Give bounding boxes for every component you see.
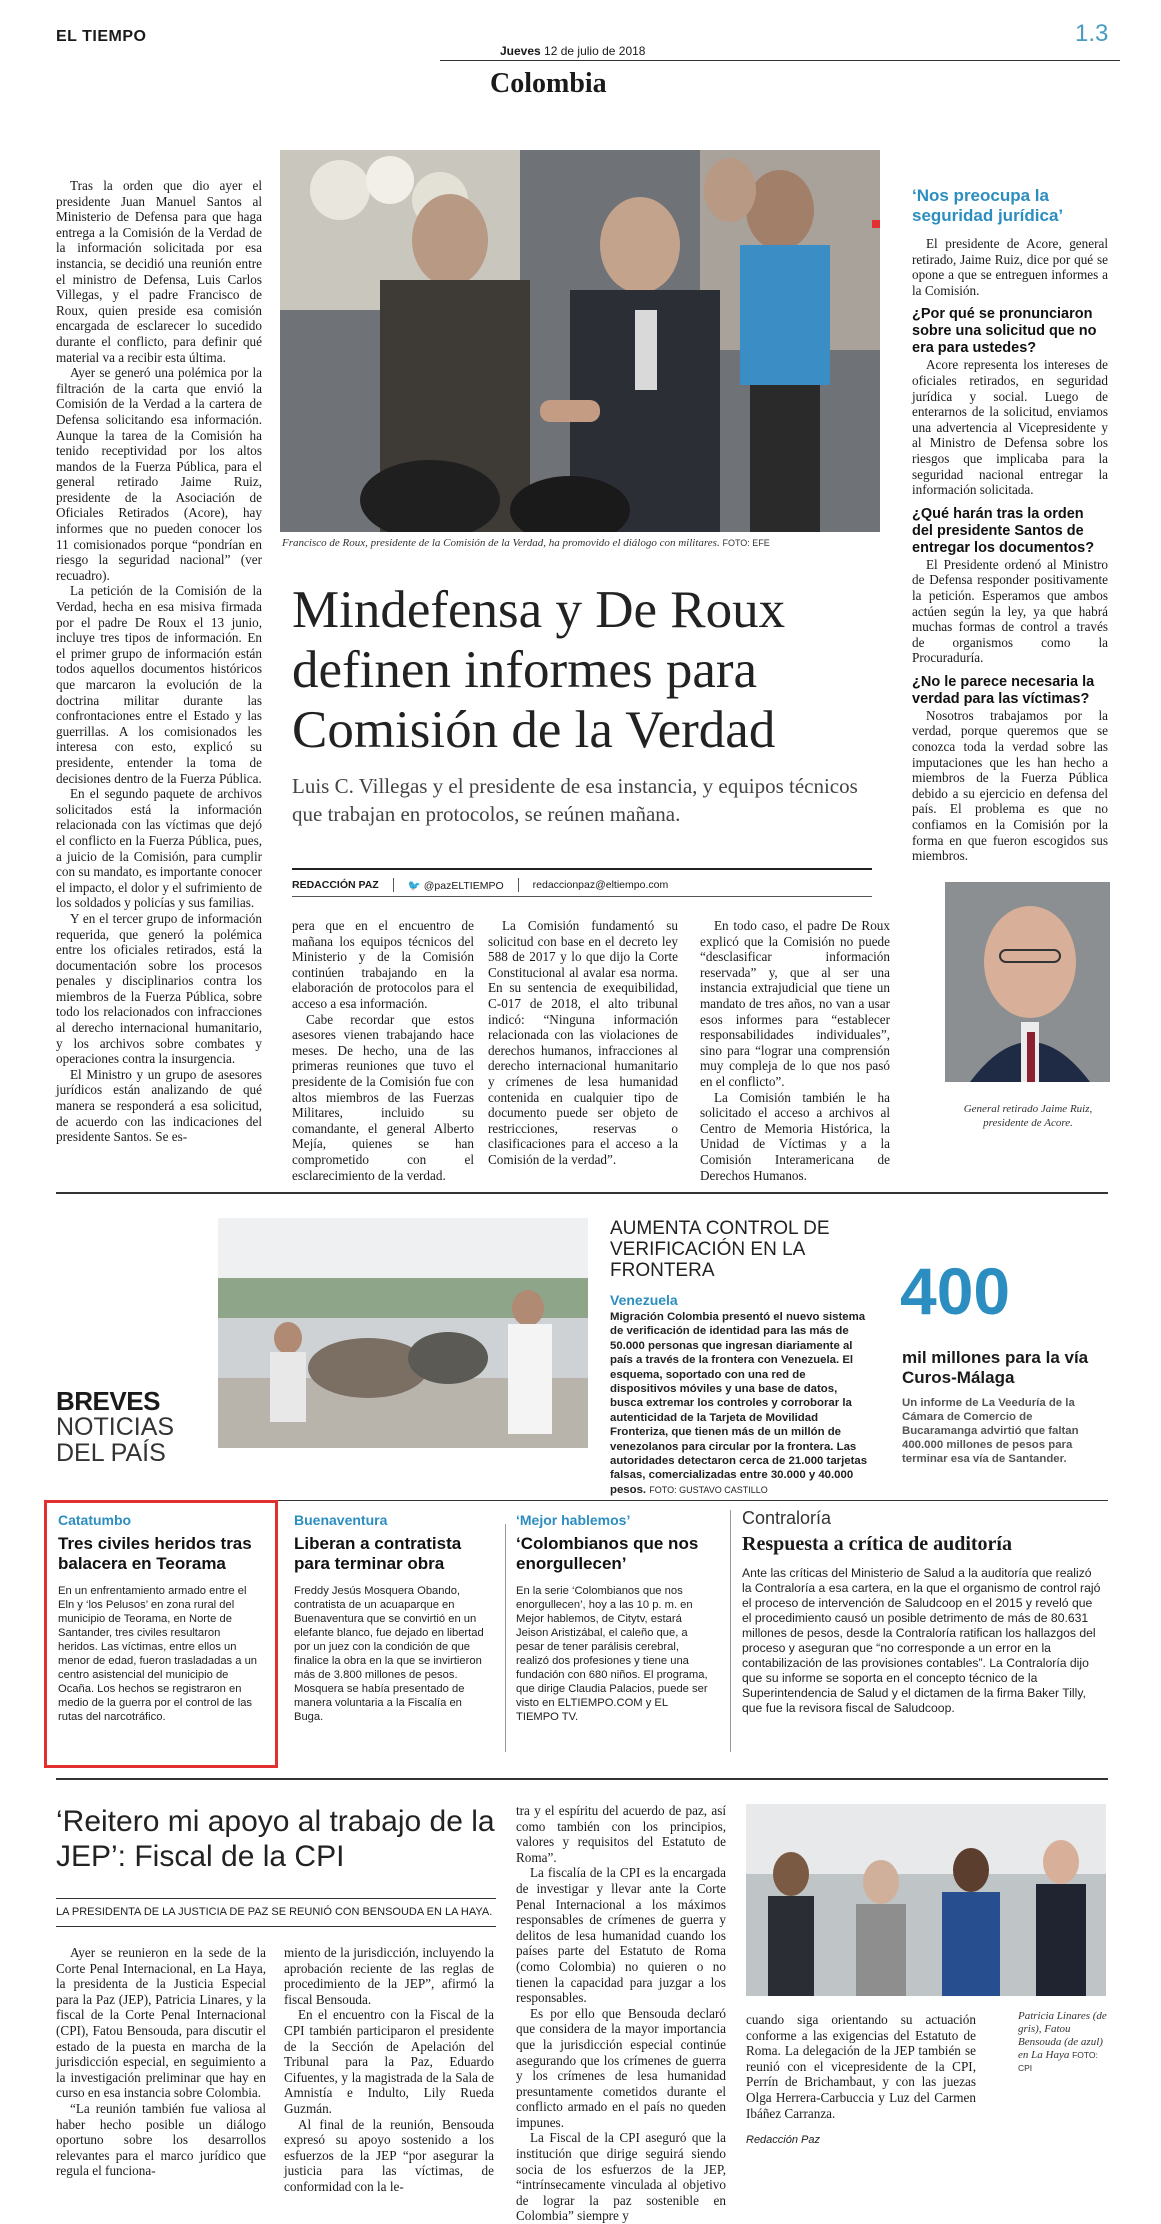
section-title: Colombia: [490, 68, 607, 99]
section-divider: [56, 1192, 1108, 1194]
paragraph: Cabe recordar que estos asesores vienen trabajando hace meses. De hecho, una de las primeras reuniones que tuvo el presidente de la Comisión fue con altos miembros de las Fuerzas Militares, incluido su comandante, el general Alberto Mejía, quienes se han comprometido con el esclarecimiento de la verdad.: [292, 1011, 474, 1183]
cpi-rule: [56, 1898, 496, 1899]
twitter-icon: 🐦: [407, 879, 421, 892]
twitter-handle[interactable]: 🐦 @pazELTIEMPO: [407, 879, 504, 892]
cpi-byline: Redacción Paz: [746, 2134, 820, 2147]
question: ¿Por qué se pronunciaron sobre una solicitud que no era para ustedes?: [912, 306, 1097, 357]
cpi-column-4: [746, 2012, 976, 2149]
red-marker: [872, 220, 880, 228]
answer: El Presidente ordenó al Ministro de Defensa responder positivamente la petición. Esperamos que ambos actúen según la ley, ya que habrá muchas formas de control a través de organismos como la Procuraduría.: [912, 556, 1108, 666]
divider: [393, 878, 394, 892]
cpi-headline: ‘Reitero mi apoyo al trabajo de la JEP’: Fiscal de la CPI: [56, 1805, 495, 1873]
border-photo-illustration: [218, 1218, 588, 1448]
paragraph: Ayer se generó una polémica por la filtración de la carta que envió la Comisión de la Verdad a la cartera de Defensa solicitando esa información. Aunque la tarea de la Comisión ha tenido receptividad por los altos mandos de la Fuerza Pública, para el general retirado Jaime Ruiz, presidente de la Asociación de Oficiales Retirados (Acore), hay informes que no pueden conocer los 11 comisionados porque “pondrían en riesgo la seguridad nacional” (ver recuadro).: [56, 365, 262, 583]
header-rule: [440, 60, 1120, 61]
answer: Nosotros trabajamos por la verdad, porque queremos que se conozca toda la verdad sobre las imputaciones que les han hecho a miembros de la Fuerza Pública debido a su ejercicio en defensa del país. El problema es que no confiamos en la Comisión por la forma en que fueron escogidos sus miembros.: [912, 707, 1108, 864]
cpi-column-3: [516, 1803, 726, 2224]
byline-author: REDACCIÓN PAZ: [292, 879, 379, 891]
cpi-column-1: [56, 1945, 266, 2179]
lead-byline: [292, 868, 872, 897]
cpi-photo-caption: Patricia Linares (de gris), Fatou Bensouda (de azul) en La Haya FOTO: CPI: [1018, 2010, 1107, 2073]
sidebar-intro: El presidente de Acore, general retirado, Jaime Ruiz, dice por qué se opone a que se entreguen informes a la Comisión.: [912, 236, 1108, 298]
cpi-deck: LA PRESIDENTA DE LA JUSTICIA DE PAZ SE REUNIÓ CON BENSOUDA EN LA HAYA.: [56, 1906, 493, 1918]
lead-column-1: [56, 178, 262, 1145]
paragraph: La Comisión también le ha solicitado el acceso a archivos al Centro de Memoria Histórica, la Unidad de Víctimas y a la Comisión Interamericana de Derechos Humanos.: [700, 1089, 890, 1183]
paragraph: En el segundo paquete de archivos solicitados está la información relacionada con las víctimas que dejó el conflicto en la Fuerza Pública, pues, a juicio de la Comisión, para cumplir con su mandato, es importante conocer el impacto, el dolor y el sufrimiento de los soldados y policías y sus familias.: [56, 786, 262, 911]
cpi-photo: [746, 1804, 1106, 1996]
lead-headline: Mindefensa y De Roux definen informes para Comisión de la Verdad: [292, 581, 786, 759]
cpi-rule: [56, 1926, 496, 1927]
section-divider: [56, 1778, 1108, 1780]
paragraph: En el encuentro con la Fiscal de la CPI también participaron el presidente de la Sección de Apelación del Tribunal para la Paz, Eduardo Cifuentes, y la magistrada de la Sala de Amnistía e Indulto, Lily Rueda Guzmán.: [284, 2007, 494, 2116]
paragraph: Ayer se reunieron en la sede de la Corte Penal Internacional, en La Haya, la presidenta de la Justicia Especial para la Paz (JEP), Patricia Linares, y la fiscal de la Corte Penal Internacional (CPI), Fatou Bensouda, para discutir el estado de la puesta en marcha de la jurisdicción especial, en seguimiento a la investigación preliminar que hay en curso en esa instancia sobre Colombia.: [56, 1945, 266, 2101]
cpi-column-2: [284, 1945, 494, 2195]
brief-catatumbo: Catatumbo Tres civiles heridos tras balacera en Teorama En un enfrentamiento armado entre el Eln y ‘los Pelusos’ en zona rural del municipio de Teorama, en Norte de Santander, tres civiles resultaron heridos. Las víctimas, entre ellos un menor de edad, fueron trasladadas a un centro asistencial del municipio de Ocaña. Los hechos se registraron en medio de la guerra por el control de las rutas del narcotráfico.: [58, 1512, 258, 1723]
stat-text: Un informe de La Veeduría de la Cámara de Comercio de Bucaramanga advirtió que faltan 400.000 millones de pesos para terminar esa vía de Santander.: [902, 1397, 1079, 1465]
paragraph: “La reunión también fue valiosa al haber hecho posible un diálogo oportuno sobre los desarrollos relevantes para el marco jurídico que regula el funciona-: [56, 2100, 266, 2179]
divider: [505, 1524, 506, 1752]
lead-column-2: [292, 918, 474, 1183]
question: ¿No le parece necesaria la verdad para las víctimas?: [912, 673, 1095, 707]
lead-photo: [280, 150, 880, 532]
sidebar-title: ‘Nos preocupa la seguridad jurídica’: [912, 186, 1064, 225]
border-text: Migración Colombia presentó el nuevo sistema de verificación de identidad para las más de 50.000 personas que ingresan diariamente al país a través de la frontera con Venezuela. El esquema, soportado con una red de dispositivos móviles y una base de datos, busca extremar los controles y corroborar la autenticidad de la Tarjeta de Movilidad Fronteriza, que tienen más de un millón de venezolanos para circular por la frontera. Las autoridades detectaron cerca de 21.000 tarjetas falsas, comercializadas entre 30.000 y 40.000 pesos. FOTO: GUSTAVO CASTILLO: [610, 1311, 868, 1496]
paragraph: La fiscalía de la CPI es la encargada de investigar y llevar ante la Corte Penal Internacional a los máximos responsables de crímenes de guerra y delitos de lesa humanidad cuando los países parte del Estatuto de Roma (como Colombia) no quieren o no tienen la capacidad para juzgar a los responsables.: [516, 1865, 726, 2006]
brief-mejor-hablemos: ‘Mejor hablemos’ ‘Colombianos que nos enorgullecen’ En la serie ‘Colombianos que nos enorgullecen’, hoy a las 10 p. m. en Mejor hablemos, de Citytv, estará Jeison Aristizábal, el caleño que, a pesar de tener parálisis cerebral, realizó dos profesiones y tiene una fundación con 680 niños. El programa, que dirige Claudia Palacios, puede ser visto en ELTIEMPO.COM y EL TIEMPO TV.: [516, 1512, 708, 1723]
paragraph: miento de la jurisdicción, incluyendo la aprobación reciente de las reglas de procedimiento de la JEP”, afirmó la fiscal Bensouda.: [284, 1945, 494, 2007]
paragraph: Tras la orden que dio ayer el presidente Juan Manuel Santos al Ministerio de Defensa para que haga entrega a la Comisión de la Verdad de la información solicitada por esa instancia, se decidió una reunión entre el ministro de Defensa, Luis Carlos Villegas, y el padre Francisco de Roux, quien preside esa comisión encargada de esclarecer lo sucedido durante el conflicto, para definir qué material va a recibir esta última.: [56, 178, 262, 365]
border-photo: [218, 1218, 588, 1448]
stat-number: 400: [900, 1254, 1011, 1328]
divider: [730, 1510, 731, 1752]
byline-email[interactable]: redaccionpaz@eltiempo.com: [532, 879, 669, 891]
portrait-illustration: [945, 882, 1110, 1082]
question: ¿Qué harán tras la orden del presidente Santos de entregar los documentos?: [912, 505, 1095, 556]
paragraph: pera que en el encuentro de mañana los equipos técnicos del Ministerio y de la Comisión continúen trabajando en la elaboración de protocolos para el acceso a esa información.: [292, 918, 474, 1011]
paragraph: Es por ello que Bensouda declaró que considera de la mayor importancia que la jurisdicción especial continúe asegurando que los crímenes de guerra y los crímenes de lesa humanidad presuntamente cometidos durante el conflicto armado en el país no queden impunes.: [516, 2005, 726, 2130]
cpi-photo-illustration: [746, 1804, 1106, 1996]
breves-label: BREVES NOTICIAS DEL PAÍS: [56, 1386, 175, 1467]
masthead: EL TIEMPO: [56, 28, 147, 45]
brief-buenaventura: Buenaventura Liberan a contratista para terminar obra Freddy Jesús Mosquera Obando, contratista de un acuaparque en Buenaventura que se convirtió en un elefante blanco, fue dejado en libertad por un juez con la condición de que finalice la obra en la que se invirtieron más de 3.800 millones de pesos. Mosquera se había presentado de manera voluntaria a la Fiscalía en Buga.: [294, 1512, 484, 1723]
paragraph: El Ministro y un grupo de asesores jurídicos están analizando de qué manera se responderá a esa solicitud, de acuerdo con las indicaciones del presidente Santos. Se es-: [56, 1066, 262, 1145]
portrait-caption: General retirado Jaime Ruiz, presidente de Acore.: [963, 1103, 1093, 1129]
border-kicker: Venezuela: [610, 1292, 678, 1308]
lead-column-3: [488, 918, 678, 1168]
border-headline: AUMENTA CONTROL DE VERIFICACIÓN EN LA FRONTERA: [610, 1218, 830, 1281]
paragraph: Y en el tercer grupo de información requerida, que generó la polémica entre los oficiales retirados, está la documentación sobre los procesos penales y disciplinarios contra los miembros de la Fuerza Pública, sobre todo los relacionados con infracciones al derecho internacional humanitario, y los archivos sobre combates y operaciones contra la insurgencia.: [56, 910, 262, 1067]
paragraph: La Fiscal de la CPI aseguró que la institución que dirige seguirá siendo socia de los esfuerzos de la JEP, “intrínsecamente vinculada al objetivo de lograr la paz sostenible en Colombia” siempre y: [516, 2130, 726, 2224]
page-number: 1.3: [1075, 20, 1109, 47]
paragraph: tra y el espíritu del acuerdo de paz, así como también con los principios, valores y requisitos del Estatuto de Roma”.: [516, 1803, 726, 1865]
lead-column-4: [700, 918, 890, 1183]
sidebar-interview: [912, 186, 1108, 864]
paragraph: cuando siga orientando su actuación conforme a las exigencias del Estatuto de Roma. La delegación de la JEP también se reunió con el vicepresidente de la CPI, Perrín de Brichambaut, y con las juezas Olga Herrera-Carbuccia y Luz del Carmen Ibáñez Carranza.: [746, 2012, 976, 2121]
lead-photo-illustration: [280, 150, 880, 532]
lead-photo-caption: Francisco de Roux, presidente de la Comisión de la Verdad, ha promovido el diálogo con militares. FOTO: EFE: [282, 537, 770, 549]
paragraph: En todo caso, el padre De Roux explicó que la Comisión no puede “desclasificar información reservada” y, que al ser una instancia extrajudicial que tiene un mandato de tres años, no van a usar esos informes para “establecer responsabilidades individuales”, sino para “lograr una comprensión muy compleja de lo que nos pasó en el conflicto”.: [700, 918, 890, 1089]
divider: [518, 878, 519, 892]
paragraph: La petición de la Comisión de la Verdad, hecha en esa misiva firmada por el padre De Roux el 13 junio, incluye tres tipos de información. En el primer grupo de información están todos aquellos documentos históricos que marcaron la evolución de la doctrina militar durante las confrontaciones entre el Estado y las guerrillas. A los comisionados les interesa con esto, explicó su presidente, entender la toma de decisiones dentro de la Fuerza Pública.: [56, 583, 262, 786]
issue-date: Jueves 12 de julio de 2018: [500, 44, 646, 58]
paragraph: La Comisión fundamentó su solicitud con base en el decreto ley 588 de 2017 y lo que dijo la Corte Constitucional al avalar esa norma. En su sentencia de exequibilidad, C-017 de 2018, el alto tribunal indicó: “Ninguna información relacionada con las violaciones de derechos humanos, infracciones al derecho internacional humanitario y crímenes de lesa humanidad contenida en cualquier tipo de documento puede ser objeto de restricciones, reservas o clasificaciones para el acceso a la Comisión de la verdad”.: [488, 918, 678, 1167]
portrait-photo: [945, 882, 1110, 1082]
stat-label: mil millones para la vía Curos-Málaga: [902, 1348, 1089, 1387]
brief-contraloria: Contraloría Respuesta a crítica de auditoría Ante las críticas del Ministerio de Salud a la auditoría que realizó la Contraloría a esa cartera, en la que el organismo de control rajó el proceso de intervención de Saludcoop en el 2015 y reveló que el procedimiento causó un posible detrimento de más de 80.631 millones de pesos, desde la Contraloría ratifican los hallazgos del proceso y aseguran que “no corresponde a un error en la contabilización de las provisiones contables”. La Contraloría dijo que su informe se soporta en el concepto técnico de la Superintendencia de Salud y el dictamen de la firma Baker Tilly, que fue la revisora fiscal de Saludcoop.: [742, 1508, 1101, 1715]
paragraph: Al final de la reunión, Bensouda expresó su apoyo sostenido a los esfuerzos de la JEP “por asegurar la justicia para las víctimas, de conformidad con la le-: [284, 2116, 494, 2194]
answer: Acore representa los intereses de oficiales retirados, en seguridad jurídica y social. Luego de enterarnos de la solicitud, enviamos una advertencia al Vicepresidente y al Ministro de Defensa sobre los riesgos que implicaba para la seguridad nacional entregar la información solicitada.: [912, 357, 1108, 498]
lead-deck: Luis C. Villegas y el presidente de esa instancia, y equipos técnicos que trabajan en protocolos, se reúnen mañana.: [292, 774, 858, 826]
